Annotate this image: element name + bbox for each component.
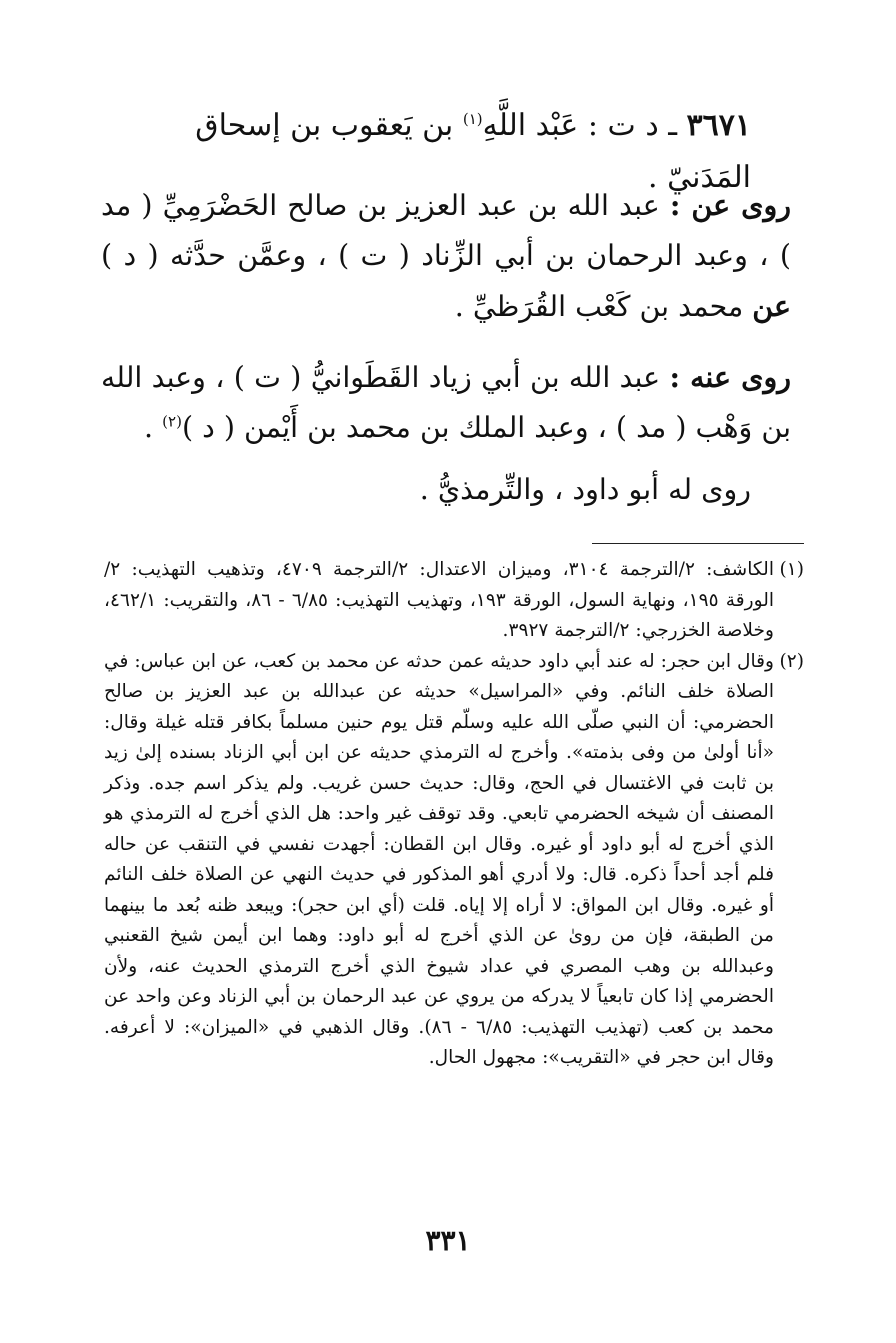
entry-name-first: عَبْد اللَّهِ [482,108,579,143]
footnote-number: (١) [779,559,804,580]
footnote-number: (٢) [779,650,804,672]
footnote-text: الكاشف: ٢/الترجمة ٣١٠٤، وميزان الاعتدال: ٢/الترجمة ٤٧٠٩، وتذهيب التهذيب: ٢/الورقة ١٩٥، ونهاية السول، الورقة ١٩٣، وتهذيب التهذيب: ٦/٨٥ - ٨٦، والتقريب: ٤٦٢/١، وخلاصة الخزرجي: ٢/الترجمة ٣٩٢٧. [104,559,775,641]
footnote-ref-2[interactable]: (٢) [162,412,182,431]
narrated-for-paragraph [101,465,751,515]
narrated-by-label: روى عنه : [669,360,792,394]
narrated-by-paragraph [101,352,791,453]
footnote-2 [104,647,804,1074]
narrated-from-text: عبد الله بن عبد العزيز بن صالح الحَضْرَمِيِّ ( مد ) ، وعبد الرحمان بن أبي الزِّناد ( ت ) ، وعمَّن حدَّثه ( د ) [101,189,791,272]
footnotes-section [104,555,804,1074]
footnote-divider [592,543,804,544]
footnote-ref-1[interactable]: (١) [462,110,483,128]
narrated-from-text-2: محمد بن كَعْب القُرَظيِّ . [454,290,744,323]
footnote-text: وقال ابن حجر: له عند أبي داود حديثه عمن حدثه عن محمد بن كعب، عن ابن عباس: في الصلاة خلف النائم. وفي «المراسيل» حديثه عن عبدالله بن عبد العزيز بن صالح الحضرمي: أن النبي صلّى الله عليه وسلّم قتل يوم حنين مسلماً بكافر قتله غيلة وقال: «أنا أولىٰ من وفى بذمته». وأخرج له الترمذي حديثه عن ابن أبي الزناد بسنده إلىٰ زيد بن ثابت في الاغتسال في الحج، وقال: حديث حسن غريب. ولم يذكر اسم جده. وذكر المصنف أن شيخه الحضرمي تابعي. وقد توقف غير واحد: هل الذي أخرج له الترمذي هو الذي أخرج له أبو داود أو غيره. وقال ابن القطان: أجهدت نفسي في التنقب عن حاله فلم أجد أحداً ذكره. قال: ولا أدري أهو المذكور في حديث النهي عن الصلاة خلف النائم أو غيره. وقال ابن المواق: لا أراه إلا إياه. قلت (أي ابن حجر): ويبعد ظنه بُعد ما بينهما من الطبقة، فإن من روىٰ عن الذي أخرج له أبو داود: وهما ابن أيمن شيخ القعنبي وعبدالله بن وهب المصري في عداد شيوخ الذي أخرج الترمذي الحديث عنه، ولأن الحضرمي إذا كان تابعياً لا يدركه من يروي عن عبد الرحمان بن أبي الزناد وعن واحد عن محمد بن كعب (تهذيب التهذيب: ٦/٨٥ - ٨٦). وقال الذهبي في «الميزان»: لا أعرفه. وقال ابن حجر في «التقريب»: مجهول الحال. [104,650,774,1068]
entry-number: ٣٦٧١ [686,108,751,143]
narrated-from-label: روى عن : [669,188,791,222]
entry-name-rest: بن يَعقوب بن إسحاق المَدَنيّ . [195,108,751,195]
narrated-for-text: روى له أبو داود ، والتِّرمذيُّ . [419,473,751,506]
narrated-from-paragraph [101,180,791,332]
narrated-by-text: عبد الله بن أبي زياد القَطَوانيُّ ( ت ) ، وعبد الله بن وَهْب ( مد ) ، وعبد الملك بن محمد بن أَيْمن ( د ) [101,361,791,444]
entry-code: ـ د ت : [587,108,677,143]
narrated-from-label-2: عن [752,289,791,323]
narrated-by-end: . [144,411,154,444]
page-number: ٣٣١ [425,1224,471,1257]
footnote-1 [104,555,804,647]
